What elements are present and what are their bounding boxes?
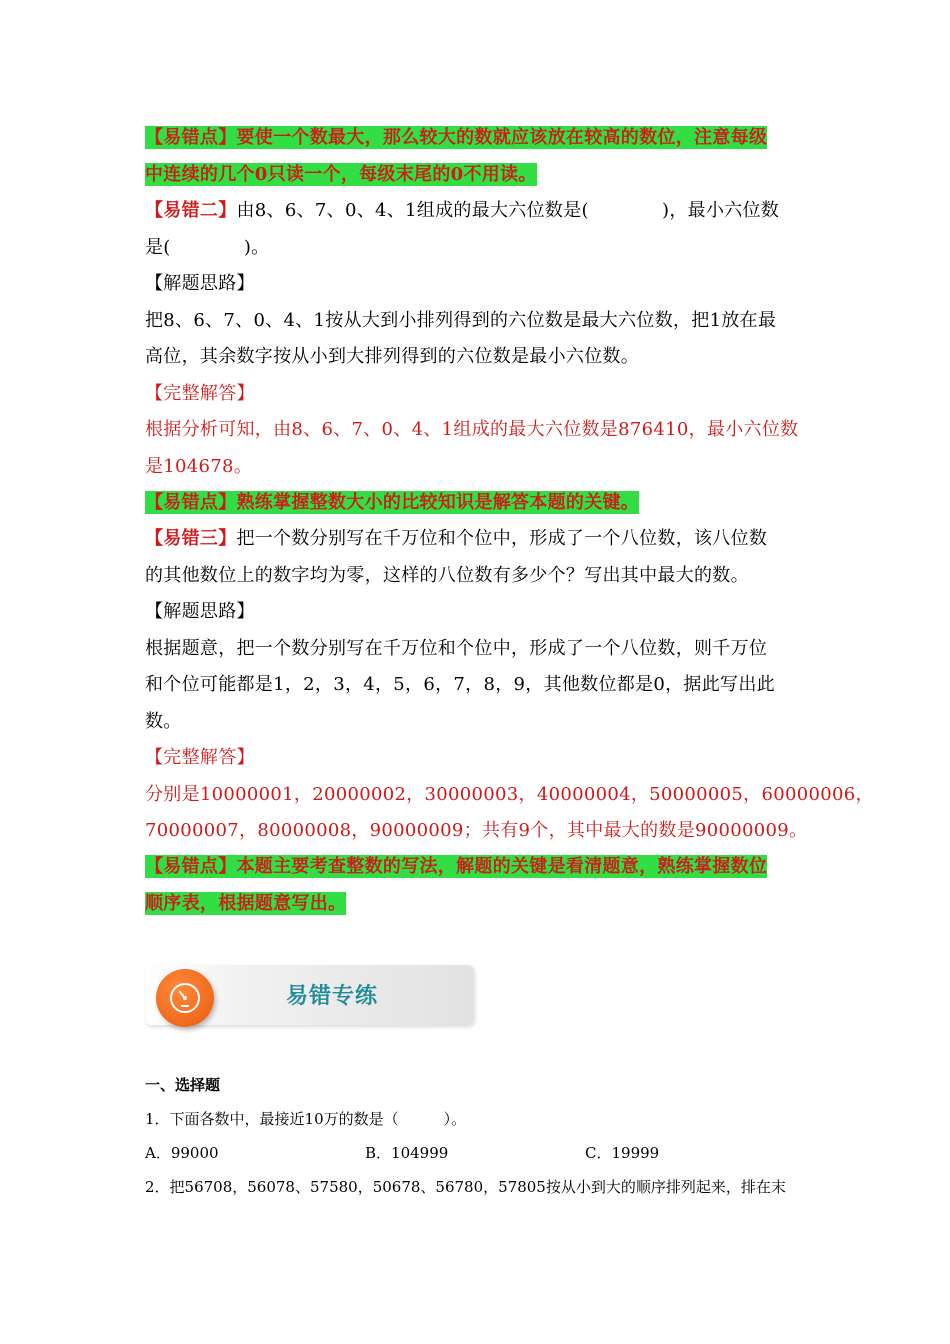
error-point-3-line-2: 顺序表，根据题意写出。 xyxy=(145,893,347,914)
error-point-line-1: 【易错点】要使一个数最大，那么较大的数就应该放在较高的数位，注意每级 xyxy=(145,127,768,148)
question-2-tag: 【易错二】 xyxy=(145,200,237,221)
answer-line-1: 根据分析可知，由8、6、7、0、4、1组成的最大六位数是876410，最小六位数 xyxy=(145,419,799,440)
option-c: C．19999 xyxy=(585,1144,660,1162)
solution-idea-heading-3: 【解题思路】 xyxy=(145,601,255,622)
section-banner xyxy=(146,965,474,1025)
answer-3-line-2: 70000007，80000008，90000009；共有9个，其中最大的数是90000009。 xyxy=(145,820,808,841)
option-b: B．104999 xyxy=(365,1144,449,1162)
question-2-line-2: 是( )。 xyxy=(145,237,270,258)
error-point-2: 【易错点】熟练掌握整数大小的比较知识是解答本题的关键。 xyxy=(145,492,640,513)
exercise-section-title: 一、选择题 xyxy=(145,1076,221,1094)
error-point-line-2: 中连续的几个0只读一个，每级末尾的0不用读。 xyxy=(145,164,537,185)
answer-heading-3: 【完整解答】 xyxy=(145,747,255,768)
solution-idea-heading: 【解题思路】 xyxy=(145,273,255,294)
question-3-line-1: 【易错三】把一个数分别写在千万位和个位中，形成了一个八位数，该八位数 xyxy=(145,528,768,549)
banner-title: 易错专练 xyxy=(286,984,379,1009)
question-2-line-1: 【易错二】由8、6、7、0、4、1组成的最大六位数是( )，最小六位数 xyxy=(145,200,780,221)
answer-3-line-1: 分别是10000001，20000002，30000003，40000004，50000005，60000006， xyxy=(145,784,874,805)
solution-idea-line-2: 高位，其余数字按从小到大排列得到的六位数是最小六位数。 xyxy=(145,346,640,367)
speedometer-icon xyxy=(156,969,214,1027)
error-point-3-line-1: 【易错点】本题主要考查整数的写法，解题的关键是看清题意，熟练掌握数位 xyxy=(145,856,768,877)
option-a: A．99000 xyxy=(145,1144,219,1162)
solution-idea-3-line-1: 根据题意，把一个数分别写在千万位和个位中，形成了一个八位数，则千万位 xyxy=(145,638,768,659)
solution-idea-3-line-3: 数。 xyxy=(145,711,182,732)
answer-line-2: 是104678。 xyxy=(145,456,253,477)
solution-idea-3-line-2: 和个位可能都是1，2，3，4，5，6，7，8，9，其他数位都是0，据此写出此 xyxy=(145,674,775,695)
question-3-line-2: 的其他数位上的数字均为零，这样的八位数有多少个？写出其中最大的数。 xyxy=(145,565,749,586)
exercise-question-1: 1．下面各数中，最接近10万的数是（ ）。 xyxy=(145,1110,467,1128)
question-3-tag: 【易错三】 xyxy=(145,528,237,549)
exercise-question-2: 2．把56708，56078、57580，50678、56780，57805按从小到大的顺序排列起来，排在末 xyxy=(145,1178,786,1196)
solution-idea-line-1: 把8、6、7、0、4、1按从大到小排列得到的六位数是最大六位数，把1放在最 xyxy=(145,310,777,331)
answer-heading: 【完整解答】 xyxy=(145,383,255,404)
